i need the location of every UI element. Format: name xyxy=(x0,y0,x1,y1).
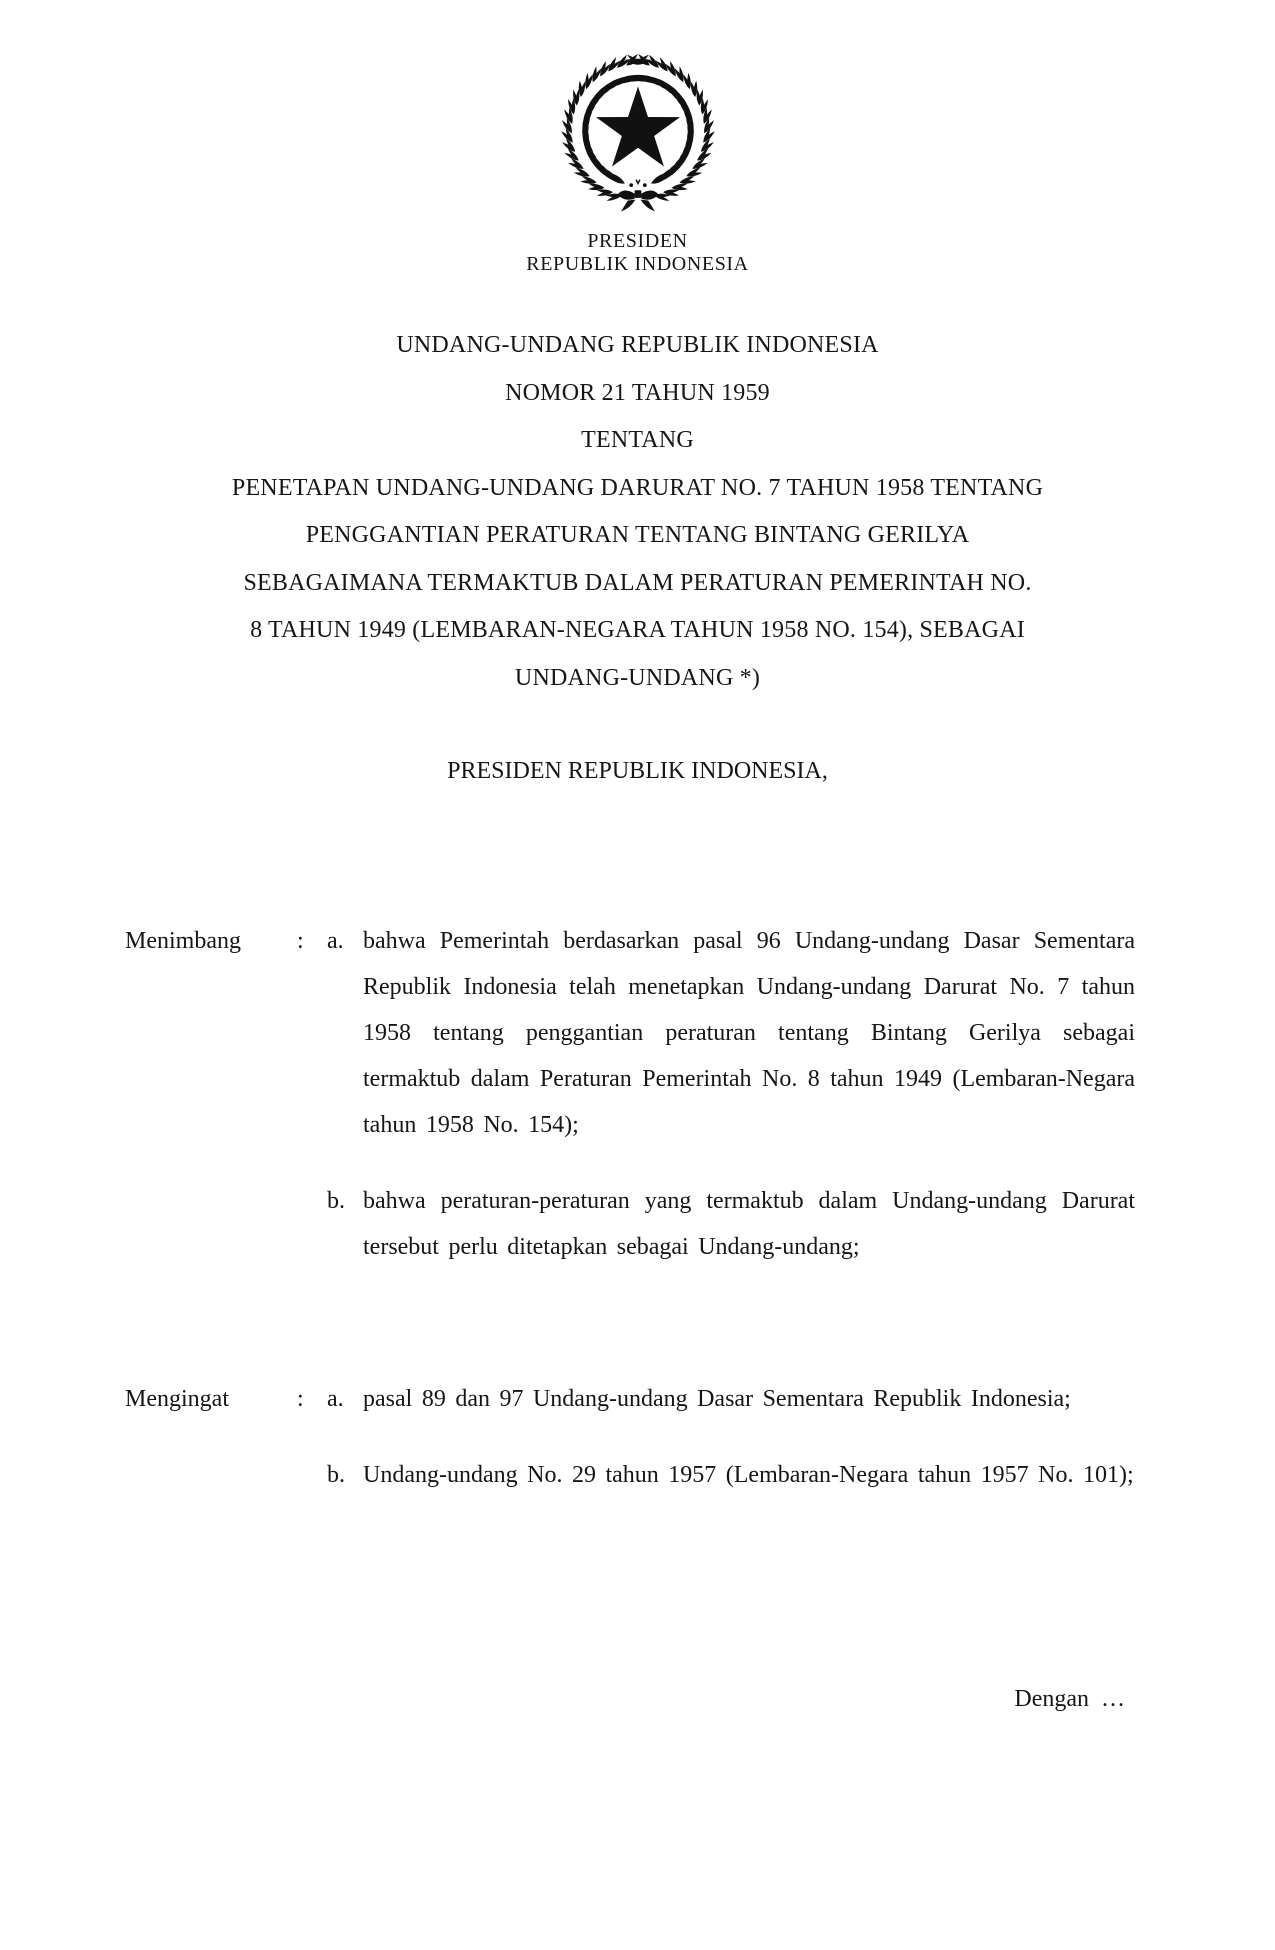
item-marker: b. xyxy=(327,1461,345,1488)
presidential-emblem xyxy=(0,0,1275,220)
item-text: Undang-undang No. 29 tahun 1957 (Lembaran-Negara tahun 1957 No. 101); xyxy=(363,1461,1134,1488)
star-in-laurel-wreath-icon xyxy=(550,50,726,220)
letterhead xyxy=(0,0,1275,276)
clause-item-a xyxy=(327,1376,1135,1422)
star-icon xyxy=(595,87,679,167)
clause-item-b xyxy=(327,1452,1135,1498)
catchword: Dengan … xyxy=(1014,1685,1125,1712)
clause-colon: : xyxy=(297,927,304,954)
law-title-line: TENTANG xyxy=(581,427,694,453)
clause-menimbang xyxy=(125,918,1135,1270)
clause-items xyxy=(327,918,1135,1270)
item-marker: a. xyxy=(327,1385,344,1412)
clause-colon: : xyxy=(297,1385,304,1412)
clause-item-a xyxy=(327,918,1135,1148)
law-title-line: UNDANG-UNDANG *) xyxy=(514,664,761,691)
clause-mengingat xyxy=(125,1376,1135,1498)
law-title xyxy=(0,322,1275,702)
item-text: bahwa Pemerintah berdasarkan pasal 96 Undang-undang Dasar Sementara Republik Indonesia telah menetapkan Undang-undang Darurat No. 7 tahun 1958 tentang penggantian peraturan tentang Bintang Gerilya sebagai termaktub dalam Peraturan Pemerintah No. 8 tahun 1949 (Lembaran-Negara tahun 1958 No. 154); xyxy=(363,927,1135,1138)
item-marker: a. xyxy=(327,927,344,954)
preamble-clauses xyxy=(0,918,1275,1498)
ribbon-bow-icon xyxy=(617,179,658,211)
letterhead-republik-indonesia: REPUBLIK INDONESIA xyxy=(526,253,749,275)
law-title-line: NOMOR 21 TAHUN 1959 xyxy=(505,379,770,406)
clause-label: Menimbang xyxy=(125,927,241,954)
clause-item-b xyxy=(327,1178,1135,1270)
law-title-line: PENETAPAN UNDANG-UNDANG DARURAT NO. 7 TAHUN 1958 TENTANG xyxy=(231,474,1044,501)
law-title-line: PENGGANTIAN PERATURAN TENTANG BINTANG GERILYA xyxy=(305,522,970,548)
clause-items xyxy=(327,1376,1135,1498)
letterhead-presiden: PRESIDEN xyxy=(587,230,688,252)
clause-label: Mengingat xyxy=(125,1385,229,1412)
item-text: bahwa peraturan-peraturan yang termaktub dalam Undang-undang Darurat tersebut perlu ditetapkan sebagai Undang-undang; xyxy=(363,1187,1135,1260)
preamble-opening: PRESIDEN REPUBLIK INDONESIA, xyxy=(447,758,828,784)
law-title-line: SEBAGAIMANA TERMAKTUB DALAM PERATURAN PEMERINTAH NO. xyxy=(243,569,1032,596)
item-text: pasal 89 dan 97 Undang-undang Dasar Sementara Republik Indonesia; xyxy=(363,1385,1071,1412)
law-title-line: 8 TAHUN 1949 (LEMBARAN-NEGARA TAHUN 1958 NO. 154), SEBAGAI xyxy=(250,617,1025,643)
item-marker: b. xyxy=(327,1187,345,1214)
letterhead-text xyxy=(0,230,1275,276)
law-title-line: UNDANG-UNDANG REPUBLIK INDONESIA xyxy=(396,332,879,358)
